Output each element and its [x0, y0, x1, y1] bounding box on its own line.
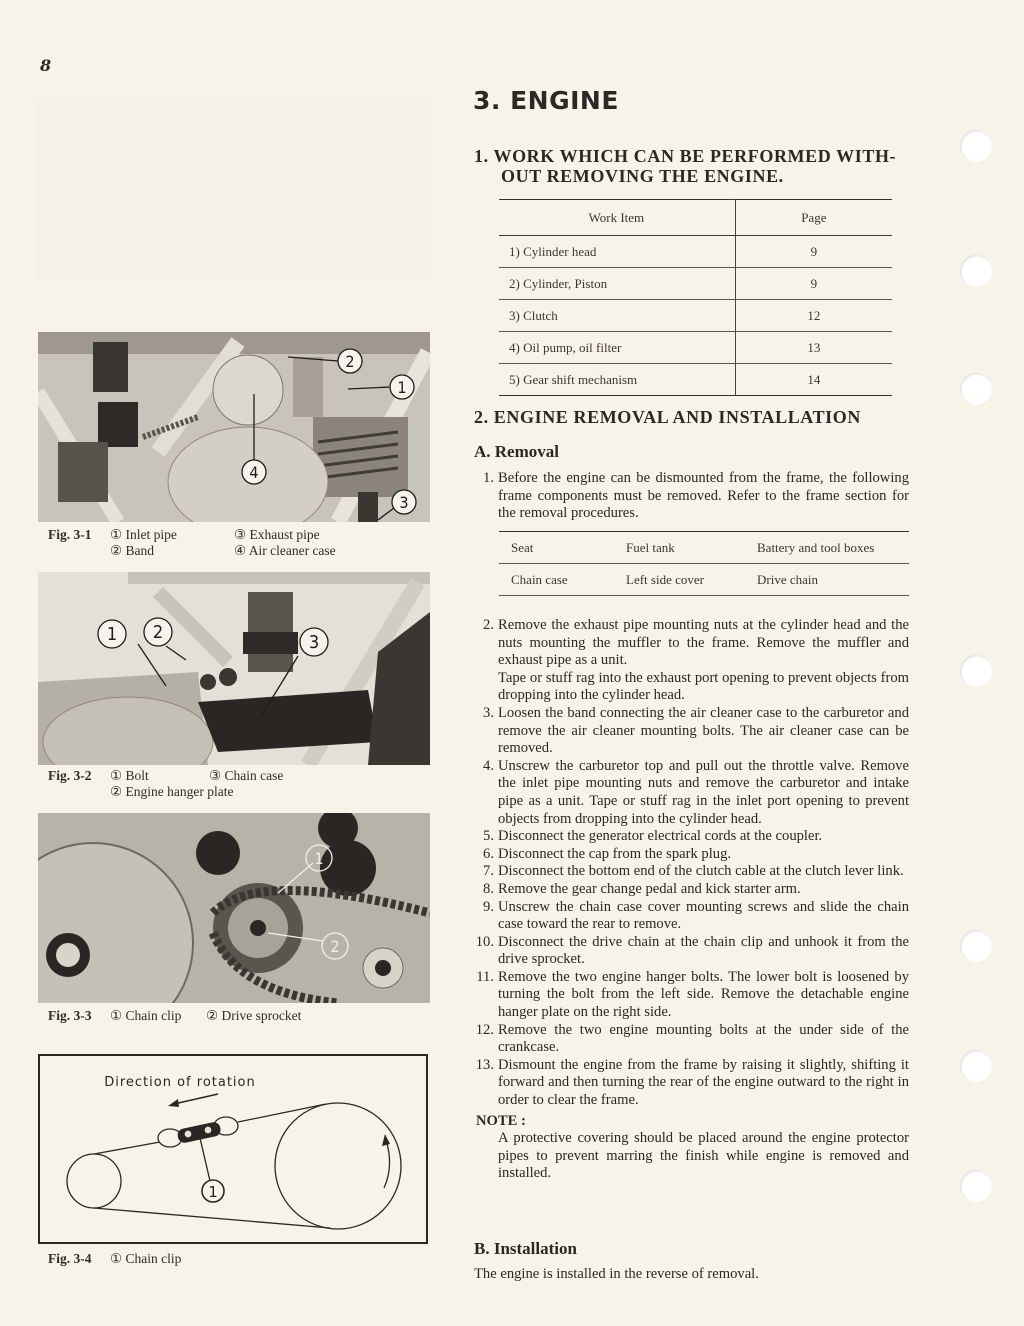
component-cell: Seat	[499, 532, 614, 564]
figure-label: Fig. 3-1	[48, 527, 92, 542]
work-item: 5) Gear shift mechanism	[499, 364, 735, 396]
figure-3-1-photo	[38, 332, 430, 522]
figure-3-4-diagram	[38, 1054, 428, 1244]
direction-label: Direction of rotation	[104, 1075, 256, 1090]
figure-3-1-caption	[48, 527, 428, 559]
figure-3-3-photo	[38, 813, 430, 1003]
component-cell: Chain case	[499, 564, 614, 596]
step-item	[474, 846, 909, 864]
chain-rotation-diagram	[40, 1056, 426, 1242]
caption-item: ① Chain clip	[110, 1251, 182, 1266]
figure-3-4-caption	[48, 1251, 428, 1267]
rear-sprocket-circle	[275, 1103, 401, 1229]
step-item	[474, 705, 909, 758]
header-work-item: Work Item	[499, 200, 735, 236]
installation-heading: B. Installation	[474, 1239, 577, 1258]
figure-label: Fig. 3-3	[48, 1008, 92, 1023]
caption-item: ③ Chain case	[209, 768, 284, 783]
step-item	[474, 1022, 909, 1057]
work-items-table	[499, 199, 892, 396]
page-number: 8	[40, 56, 52, 75]
component-cell: Drive chain	[745, 564, 909, 596]
step-item	[474, 863, 909, 881]
chapter-title: 3. ENGINE	[473, 86, 619, 115]
page-ref: 12	[735, 300, 892, 332]
step-number: 11.	[476, 968, 494, 985]
binder-hole	[960, 1050, 992, 1082]
step-text: Unscrew the chain case cover mounting screws and slide the chain case toward the rear to remove.	[498, 898, 909, 933]
note-text: A protective covering should be placed around the engine protector pipes to prevent marring the finish while engine is removed and installed.	[498, 1130, 909, 1182]
step-text: Remove the two engine hanger bolts. The lower bolt is loosened by turning the bolt from the left side. Remove the detachable engine hanger plate on the right side.	[498, 968, 909, 1021]
step-1	[474, 470, 909, 523]
binder-hole	[960, 373, 992, 405]
step-number: 12.	[475, 1021, 494, 1038]
rotation-arrow-icon	[382, 1134, 390, 1146]
component-cell: Left side cover	[614, 564, 745, 596]
step-text: Dismount the engine from the frame by raising it slightly, shifting it forward and then turning the rear of the engine outward to the right in order to clear the frame.	[498, 1056, 909, 1109]
section-1-heading-line2: OUT REMOVING THE ENGINE.	[501, 166, 784, 186]
header-page: Page	[735, 200, 892, 236]
binder-hole	[960, 255, 992, 287]
removal-heading: A. Removal	[474, 442, 559, 461]
step-item	[474, 758, 909, 828]
binder-hole	[960, 930, 992, 962]
step-text: Disconnect the drive chain at the chain clip and unhook it from the drive sprocket.	[498, 933, 909, 968]
section-1-heading-line1: 1. WORK WHICH CAN BE PERFORMED WITH-	[474, 146, 897, 166]
caption-item: ① Chain clip	[110, 1008, 182, 1023]
caption-item: ③ Exhaust pipe	[234, 527, 320, 542]
drive-sprocket-circle	[67, 1154, 121, 1208]
step-text: Disconnect the bottom end of the clutch cable at the clutch lever link.	[498, 863, 904, 880]
chain-clip-icon	[158, 1117, 238, 1147]
callout-3: 3	[399, 493, 409, 512]
callout-1: 1	[208, 1183, 218, 1201]
caption-item: ① Bolt	[110, 768, 149, 783]
binder-hole	[960, 1170, 992, 1202]
step-item	[474, 899, 909, 934]
step-text: Unscrew the carburetor top and pull out the throttle valve. Remove the inlet pipe mounting nuts and remove the carburetor and intake pipe as a unit. Tape or stuff rag in the inlet port opening to prevent objects from dropping into the cylinder head.	[498, 757, 909, 827]
step-number: 7.	[483, 863, 494, 880]
page-ref: 9	[735, 236, 892, 268]
callout-1: 1	[106, 624, 118, 645]
callout-2: 2	[152, 622, 164, 643]
step-text: Remove the two engine mounting bolts at the under side of the crankcase.	[498, 1021, 909, 1056]
step-number: 6.	[483, 845, 494, 862]
figure-label: Fig. 3-4	[48, 1251, 92, 1266]
callout-3: 3	[308, 632, 320, 653]
callout-4: 4	[249, 463, 259, 482]
step-item	[474, 969, 909, 1022]
binder-hole	[960, 130, 992, 162]
note-label: NOTE :	[476, 1112, 526, 1129]
step-text: Disconnect the cap from the spark plug.	[498, 845, 732, 862]
arrow-head-icon	[168, 1099, 179, 1107]
step-text-extra: Tape or stuff rag into the exhaust port opening to prevent objects from dropping into the cylinder head.	[498, 669, 909, 704]
page-ref: 14	[807, 371, 821, 387]
component-cell: Battery and tool boxes	[745, 532, 909, 564]
page-ref: 9	[735, 268, 892, 300]
page-ref: 13	[735, 332, 892, 364]
step-number: 1.	[483, 470, 494, 486]
callout-2: 2	[345, 352, 355, 371]
callout-1: 1	[314, 849, 324, 868]
work-item: 1) Cylinder head	[499, 236, 735, 268]
step-item	[474, 1057, 909, 1110]
caption-item: ② Band	[110, 543, 154, 558]
frame-components-table	[499, 531, 909, 596]
engine-hanger-photo	[38, 572, 430, 765]
step-text: Disconnect the generator electrical cords at the coupler.	[498, 828, 823, 845]
table-row	[499, 332, 892, 364]
step-item	[474, 828, 909, 846]
caption-item: ② Drive sprocket	[206, 1008, 302, 1023]
blank-area	[36, 100, 426, 280]
work-item: 3) Clutch	[499, 300, 735, 332]
table-row	[499, 564, 909, 596]
step-number: 8.	[483, 880, 494, 897]
component-cell: Fuel tank	[614, 532, 745, 564]
callout-1: 1	[397, 378, 407, 397]
figure-3-2-photo	[38, 572, 430, 765]
rotation-arc	[384, 1140, 390, 1188]
table-row	[499, 236, 892, 268]
caption-item: ② Engine hanger plate	[110, 784, 234, 799]
step-number: 2.	[483, 617, 494, 633]
step-item	[474, 617, 909, 705]
table-row	[499, 268, 892, 300]
step-item	[474, 934, 909, 969]
figure-3-3-caption	[48, 1008, 428, 1024]
step-number: 3.	[483, 704, 494, 721]
section-2-heading: 2. ENGINE REMOVAL AND INSTALLATION	[474, 407, 861, 427]
step-text: Before the engine can be dismounted from the frame, the following frame components must be removed. Refer to the frame section for the removal procedures.	[498, 470, 909, 522]
table-row	[499, 532, 909, 564]
step-text: Remove the gear change pedal and kick starter arm.	[498, 880, 801, 897]
direction-arrow	[174, 1094, 218, 1104]
removal-steps	[474, 617, 909, 1183]
step-item	[474, 881, 909, 899]
chain-sprocket-photo	[38, 813, 430, 1003]
figure-3-2-caption	[48, 768, 428, 800]
step-text: Remove the exhaust pipe mounting nuts at the cylinder head and the nuts mounting the muffler to the frame. Remove the muffler and exhaust pipe as a unit.	[498, 617, 909, 669]
step-number: 5.	[483, 828, 494, 845]
table-header-row	[499, 200, 892, 236]
caption-item: ④ Air cleaner case	[234, 543, 336, 558]
section-1-heading	[474, 146, 914, 186]
binder-hole	[960, 655, 992, 687]
work-item: 4) Oil pump, oil filter	[499, 332, 735, 364]
engine-carburetor-photo	[38, 332, 430, 522]
figure-label: Fig. 3-2	[48, 768, 92, 783]
table-row	[499, 300, 892, 332]
caption-item: ① Inlet pipe	[110, 527, 177, 542]
callout-2: 2	[330, 937, 340, 956]
table-row	[499, 364, 892, 396]
step-number: 10.	[475, 933, 494, 950]
installation-text: The engine is installed in the reverse of removal.	[474, 1266, 759, 1282]
step-number: 4.	[483, 757, 494, 774]
step-number: 13.	[475, 1056, 494, 1073]
step-text: Loosen the band connecting the air cleaner case to the carburetor and remove the air cleaner mounting bolts. The air cleaner case can be removed.	[498, 704, 909, 757]
step-number: 9.	[483, 898, 494, 915]
work-item: 2) Cylinder, Piston	[499, 268, 735, 300]
